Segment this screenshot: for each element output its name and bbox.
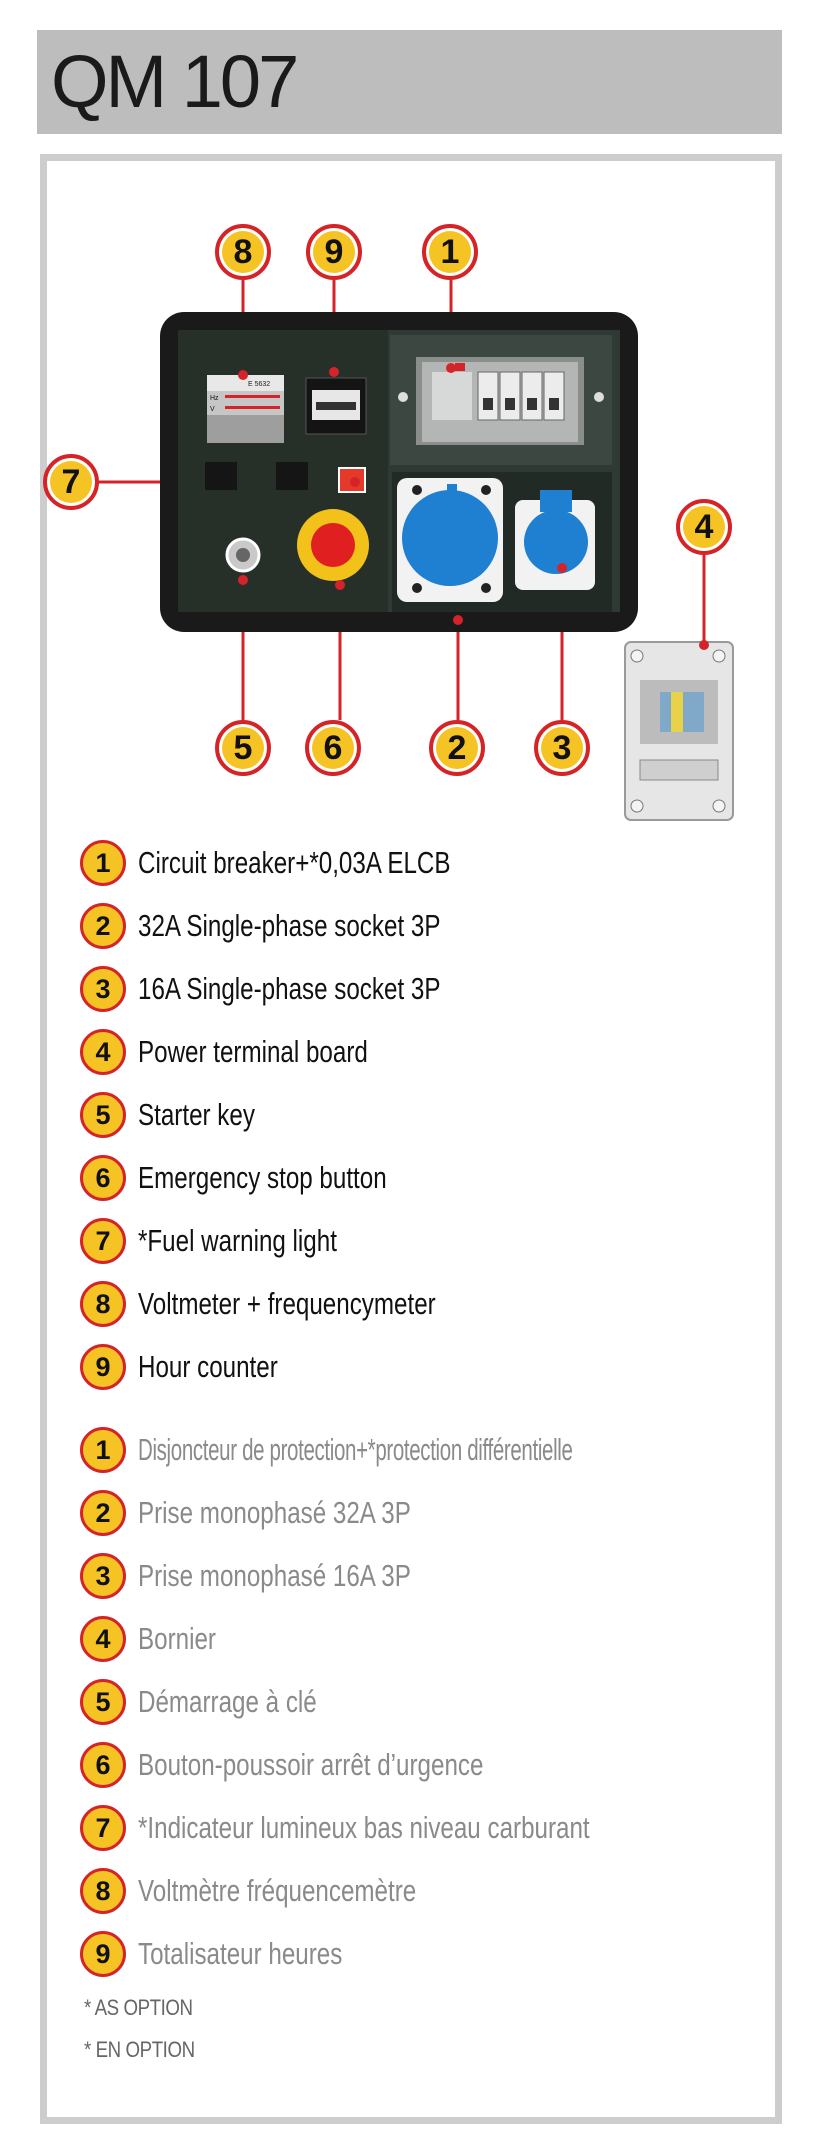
option-note-en: * AS OPTION xyxy=(84,1995,193,2020)
legend-item: 5 Démarrage à clé xyxy=(80,1677,367,1727)
option-note-fr: * EN OPTION xyxy=(84,2037,195,2062)
legend-item: 1 Circuit breaker+*0,03A ELCB xyxy=(80,838,539,888)
legend-item: 7 *Indicateur lumineux bas niveau carburant xyxy=(80,1803,717,1853)
callout-4: 4 xyxy=(676,499,732,555)
control-panel-diagram xyxy=(0,0,821,830)
callout-1: 1 xyxy=(422,224,478,280)
callout-2: 2 xyxy=(429,720,485,776)
svg-text:Hz: Hz xyxy=(210,395,219,402)
callout-9: 9 xyxy=(306,224,362,280)
callout-5: 5 xyxy=(215,720,271,776)
callout-3: 3 xyxy=(534,720,590,776)
page-title: QM 107 xyxy=(51,40,297,123)
legend-item: 7 *Fuel warning light xyxy=(80,1216,393,1266)
legend-item: 6 Emergency stop button xyxy=(80,1153,457,1203)
legend-item: 3 Prise monophasé 16A 3P xyxy=(80,1551,488,1601)
legend-item: 1 Disjoncteur de protection+*protection différentielle xyxy=(80,1425,796,1475)
callout-7: 7 xyxy=(43,454,99,510)
legend-item: 4 Power terminal board xyxy=(80,1027,433,1077)
callout-8: 8 xyxy=(215,224,271,280)
legend-item: 9 Hour counter xyxy=(80,1342,317,1392)
legend-item: 8 Voltmeter + frequencymeter xyxy=(80,1279,520,1329)
legend-item: 9 Totalisateur heures xyxy=(80,1929,400,1979)
legend-item: 3 16A Single-phase socket 3P xyxy=(80,964,526,1014)
meter-code: E 5632 xyxy=(248,381,271,388)
legend-item: 2 Prise monophasé 32A 3P xyxy=(80,1488,488,1538)
legend-item: 5 Starter key xyxy=(80,1090,288,1140)
svg-text:V: V xyxy=(210,406,215,413)
legend-item: 4 Bornier xyxy=(80,1614,238,1664)
callout-6: 6 xyxy=(305,720,361,776)
legend-item: 6 Bouton-poussoir arrêt d’urgence xyxy=(80,1740,581,1790)
legend-item: 2 32A Single-phase socket 3P xyxy=(80,901,526,951)
legend-item: 8 Voltmètre fréquencemètre xyxy=(80,1866,495,1916)
